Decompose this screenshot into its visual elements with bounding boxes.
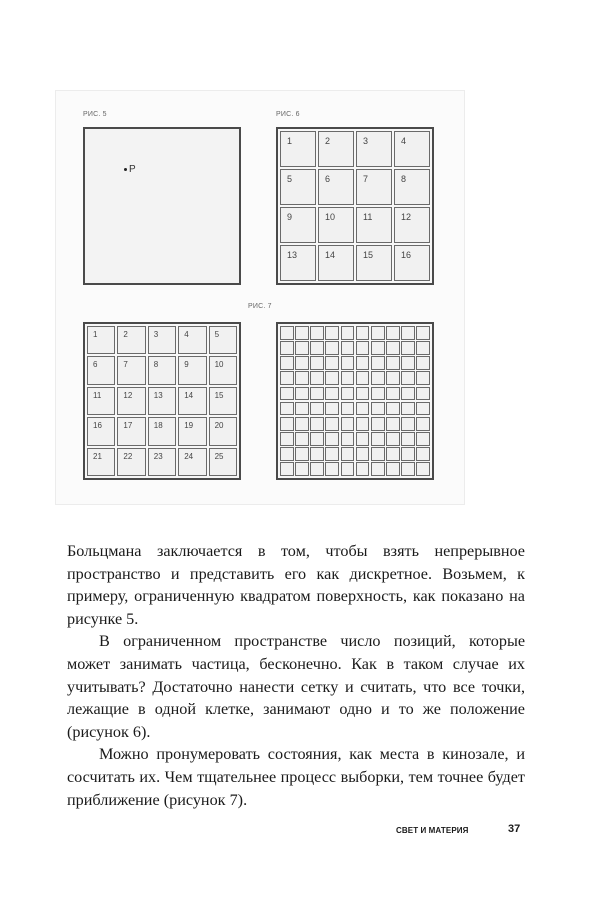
- grid-cell: [401, 356, 415, 370]
- grid-cell: [371, 371, 385, 385]
- grid-cell: 5: [280, 169, 316, 205]
- paragraph-3: Можно пронумеровать состояния, как места в кинозале, и сосчитать их. Чем тщательнее процесс выборки, тем точнее будет приближение (рисунок 7).: [67, 745, 525, 809]
- grid-cell: 25: [209, 448, 237, 476]
- grid-cell: [341, 326, 355, 340]
- grid-cell: [325, 326, 339, 340]
- grid-cell: 21: [87, 448, 115, 476]
- grid-cell: [310, 387, 324, 401]
- grid-cell: [310, 432, 324, 446]
- running-section-title: СВЕТ И МАТЕРИЯ: [396, 826, 469, 835]
- grid-cell: 2: [318, 131, 354, 167]
- grid-cell: [371, 402, 385, 416]
- grid-cell: 24: [178, 448, 206, 476]
- grid-cell: [280, 341, 294, 355]
- grid-cell: [416, 402, 430, 416]
- grid-cell: [371, 432, 385, 446]
- grid-cell: 6: [318, 169, 354, 205]
- grid-cell: [295, 371, 309, 385]
- grid-cell: 22: [117, 448, 145, 476]
- grid-cell: 7: [117, 356, 145, 384]
- grid-cell: [325, 432, 339, 446]
- grid-cell: 3: [148, 326, 176, 354]
- point-p: [124, 164, 136, 175]
- grid-cell: [416, 341, 430, 355]
- grid-cell: [356, 356, 370, 370]
- grid-cell: [356, 417, 370, 431]
- grid-cell: [341, 387, 355, 401]
- grid-cell: [325, 371, 339, 385]
- grid-cell: 3: [356, 131, 392, 167]
- grid-cell: [325, 341, 339, 355]
- grid-cell: [386, 417, 400, 431]
- point-p-label: P: [129, 164, 136, 175]
- grid-cell: [341, 356, 355, 370]
- figure-7-grid-10x10: [276, 322, 434, 480]
- grid-cell: 12: [394, 207, 430, 243]
- point-dot-icon: [124, 168, 127, 171]
- grid-cell: [325, 356, 339, 370]
- grid-cell: [280, 447, 294, 461]
- figure-6-grid: [276, 127, 434, 285]
- grid-cell: 10: [209, 356, 237, 384]
- grid-cell: 9: [178, 356, 206, 384]
- grid-cell: 10: [318, 207, 354, 243]
- grid-cell: [356, 402, 370, 416]
- grid-cell: [295, 402, 309, 416]
- grid-cell: [280, 387, 294, 401]
- grid-cell: [371, 387, 385, 401]
- grid-cell: 12: [117, 387, 145, 415]
- grid-cell: [295, 387, 309, 401]
- grid-cell: [356, 432, 370, 446]
- grid-cell: [341, 417, 355, 431]
- grid-cell: [401, 371, 415, 385]
- grid-cell: 18: [148, 417, 176, 445]
- grid-cell: [310, 447, 324, 461]
- grid-cell: [416, 432, 430, 446]
- grid-cell: 11: [87, 387, 115, 415]
- grid-cell: [401, 447, 415, 461]
- grid-cell: [386, 402, 400, 416]
- grid-cell: [341, 341, 355, 355]
- grid-cell: [310, 402, 324, 416]
- grid-cell: [325, 447, 339, 461]
- grid-cell: [310, 341, 324, 355]
- grid-cell: [386, 326, 400, 340]
- grid-cell: 20: [209, 417, 237, 445]
- grid-cell: [416, 462, 430, 476]
- grid-cell: [280, 417, 294, 431]
- grid-cell: [295, 341, 309, 355]
- grid-cell: [401, 341, 415, 355]
- figure-7-grid-5x5: [83, 322, 241, 480]
- grid-cell: [386, 341, 400, 355]
- grid-cell: 8: [394, 169, 430, 205]
- grid-cell: 8: [148, 356, 176, 384]
- grid-cell: 16: [394, 245, 430, 281]
- grid-cell: [401, 432, 415, 446]
- grid-cell: 19: [178, 417, 206, 445]
- grid-cell: 11: [356, 207, 392, 243]
- figure-7-label: РИС. 7: [248, 303, 272, 310]
- grid-cell: [416, 356, 430, 370]
- grid-cell: [356, 371, 370, 385]
- grid-cell: [416, 417, 430, 431]
- grid-cell: [416, 447, 430, 461]
- grid-cell: [325, 462, 339, 476]
- grid-cell: 14: [318, 245, 354, 281]
- grid-cell: 13: [280, 245, 316, 281]
- grid-cell: 2: [117, 326, 145, 354]
- grid-cell: [401, 326, 415, 340]
- grid-cell: [295, 417, 309, 431]
- grid-cell: [386, 447, 400, 461]
- grid-cell: [386, 432, 400, 446]
- grid-cell: [325, 402, 339, 416]
- grid-cell: 14: [178, 387, 206, 415]
- grid-cell: [371, 417, 385, 431]
- grid-cell: [325, 417, 339, 431]
- grid-cell: 1: [280, 131, 316, 167]
- grid-cell: [371, 356, 385, 370]
- grid-cell: [356, 447, 370, 461]
- grid-cell: 15: [209, 387, 237, 415]
- grid-cell: [310, 417, 324, 431]
- grid-cell: [310, 462, 324, 476]
- grid-cell: 4: [394, 131, 430, 167]
- grid-cell: [341, 432, 355, 446]
- grid-cell: [341, 371, 355, 385]
- page-number: 37: [508, 823, 521, 835]
- grid-cell: [356, 462, 370, 476]
- grid-cell: [280, 462, 294, 476]
- grid-cell: 15: [356, 245, 392, 281]
- grid-cell: [325, 387, 339, 401]
- grid-cell: [371, 447, 385, 461]
- grid-cell: [310, 371, 324, 385]
- grid-cell: [386, 371, 400, 385]
- grid-cell: 13: [148, 387, 176, 415]
- grid-cell: [295, 432, 309, 446]
- grid-cell: [280, 402, 294, 416]
- grid-cell: [280, 326, 294, 340]
- grid-cell: [386, 387, 400, 401]
- grid-cell: [280, 356, 294, 370]
- grid-cell: 1: [87, 326, 115, 354]
- figure-6-label: РИС. 6: [276, 111, 300, 118]
- grid-cell: [356, 326, 370, 340]
- grid-cell: [416, 371, 430, 385]
- grid-cell: [295, 447, 309, 461]
- grid-cell: [401, 387, 415, 401]
- grid-cell: 17: [117, 417, 145, 445]
- grid-cell: [371, 462, 385, 476]
- grid-cell: [401, 402, 415, 416]
- grid-cell: [386, 356, 400, 370]
- grid-cell: 16: [87, 417, 115, 445]
- grid-cell: [295, 326, 309, 340]
- grid-cell: [401, 462, 415, 476]
- grid-cell: [341, 402, 355, 416]
- figure-5-label: РИС. 5: [83, 111, 107, 118]
- paragraph-2: В ограниченном пространстве число позиций, которые может занимать частица, бесконечно. Как в таком случае их учитывать? Достаточно нанести сетку и считать, что все точки, лежащие в одной клетке, занимают одно и то же положение (рисунок 6).: [67, 632, 525, 741]
- paragraph-1: Больцмана заключается в том, чтобы взять непрерывное пространство и представить его как дискретное. Возьмем, к примеру, ограниченную квадратом поверхность, как показано на рисунке 5.: [67, 542, 525, 628]
- grid-cell: 9: [280, 207, 316, 243]
- grid-cell: [341, 462, 355, 476]
- grid-cell: [401, 417, 415, 431]
- grid-cell: [295, 462, 309, 476]
- grid-cell: [356, 341, 370, 355]
- figure-5-square: [83, 127, 241, 285]
- body-text: [67, 540, 525, 811]
- grid-cell: 5: [209, 326, 237, 354]
- grid-cell: 23: [148, 448, 176, 476]
- grid-cell: [341, 447, 355, 461]
- grid-cell: [280, 371, 294, 385]
- grid-cell: [416, 326, 430, 340]
- grid-cell: [356, 387, 370, 401]
- grid-cell: [310, 356, 324, 370]
- grid-cell: [386, 462, 400, 476]
- grid-cell: 4: [178, 326, 206, 354]
- grid-cell: [416, 387, 430, 401]
- grid-cell: [371, 341, 385, 355]
- grid-cell: 7: [356, 169, 392, 205]
- grid-cell: [280, 432, 294, 446]
- grid-cell: [371, 326, 385, 340]
- grid-cell: 6: [87, 356, 115, 384]
- grid-cell: [295, 356, 309, 370]
- grid-cell: [310, 326, 324, 340]
